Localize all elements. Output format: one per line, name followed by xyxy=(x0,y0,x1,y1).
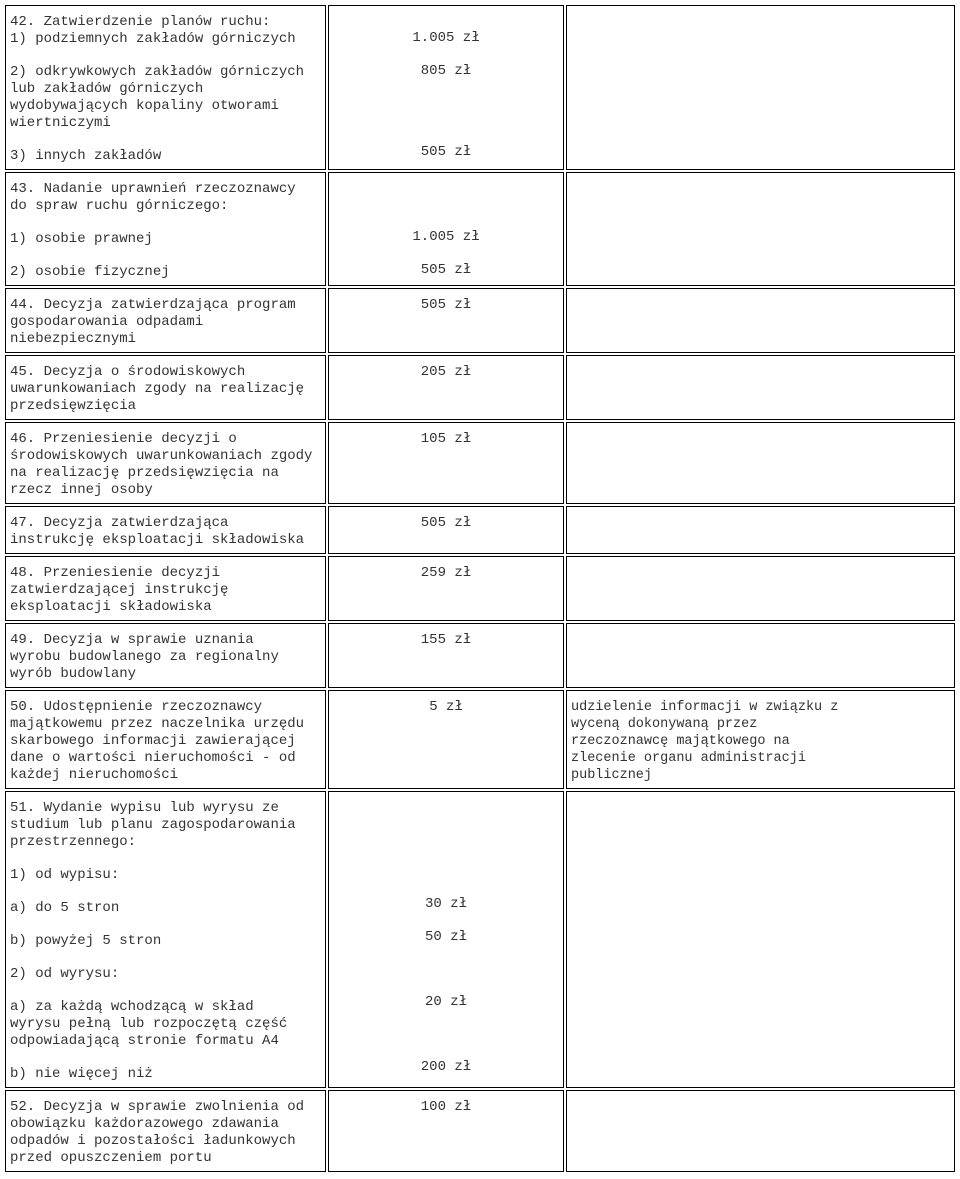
blank-line xyxy=(10,884,321,900)
blank-line xyxy=(333,80,559,96)
fee-note-line: publicznej xyxy=(571,768,653,783)
blank-line xyxy=(333,213,559,229)
fee-description-line: przed opuszczeniem portu xyxy=(10,1150,212,1166)
fee-description xyxy=(5,355,326,420)
blank-line xyxy=(333,880,559,896)
fee-amount xyxy=(328,172,564,286)
fee-amount xyxy=(328,623,564,688)
fee-description-line: instrukcję eksploatacji składowiska xyxy=(10,532,305,548)
fee-description-line: 1) osobie prawnej xyxy=(10,231,153,247)
fee-description-line: na realizację przedsięwzięcia na xyxy=(10,465,279,481)
fee-description xyxy=(5,5,326,170)
fee-description xyxy=(5,506,326,554)
blank-line xyxy=(333,978,559,994)
fee-description-line: każdej nieruchomości xyxy=(10,767,179,783)
fee-description-line: wiertniczymi xyxy=(10,115,111,131)
fee-description-line: lub zakładów górniczych xyxy=(10,81,204,97)
fee-note xyxy=(566,556,955,621)
fee-description-line: 51. Wydanie wypisu lub wyrysu ze xyxy=(10,800,279,816)
fee-amount-line: 505 zł xyxy=(420,144,472,160)
blank-line xyxy=(333,246,559,262)
fee-description-line: b) powyżej 5 stron xyxy=(10,933,162,949)
fee-description-line: 2) odkrywkowych zakładów górniczych xyxy=(10,64,305,80)
blank-line xyxy=(10,215,321,231)
blank-line xyxy=(333,800,559,816)
fee-note xyxy=(566,422,955,504)
blank-line xyxy=(333,864,559,880)
fee-description-line: uwarunkowaniach zgody na realizację xyxy=(10,381,305,397)
fee-description-line: do spraw ruchu górniczego: xyxy=(10,198,229,214)
fee-description-line: przestrzennego: xyxy=(10,834,137,850)
blank-line xyxy=(10,132,321,148)
fee-description xyxy=(5,1090,326,1172)
fee-description-line: wyrób budowlany xyxy=(10,666,137,682)
blank-line xyxy=(333,1027,559,1043)
fee-description xyxy=(5,690,326,789)
fee-amount-line: 100 zł xyxy=(420,1099,472,1115)
blank-line xyxy=(333,112,559,128)
fee-amount-line: 5 zł xyxy=(429,699,463,715)
fee-amount-line: 259 zł xyxy=(420,565,472,581)
fee-table-body xyxy=(5,5,955,1172)
blank-line xyxy=(10,851,321,867)
blank-line xyxy=(333,197,559,213)
fee-row xyxy=(5,1090,955,1172)
fee-description xyxy=(5,172,326,286)
fee-description xyxy=(5,288,326,353)
fee-description-line: 2) osobie fizycznej xyxy=(10,264,170,280)
fee-amount xyxy=(328,556,564,621)
fee-note-line: rzeczoznawcę majątkowego na xyxy=(571,734,790,749)
fee-description-line: odpadów i pozostałości ładunkowych xyxy=(10,1133,296,1149)
fee-description xyxy=(5,422,326,504)
fee-description-line: rzecz innej osoby xyxy=(10,482,153,498)
fee-amount-line: 200 zł xyxy=(420,1059,472,1075)
fee-description-line: wydobywających kopaliny otworami xyxy=(10,98,279,114)
fee-amount-line: 505 zł xyxy=(420,515,472,531)
fee-note xyxy=(566,5,955,170)
fee-description-line: gospodarowania odpadami xyxy=(10,314,204,330)
fee-description-line: środowiskowych uwarunkowaniach zgody xyxy=(10,448,313,464)
fee-row xyxy=(5,791,955,1088)
blank-line xyxy=(333,1011,559,1027)
fee-amount-line: 205 zł xyxy=(420,364,472,380)
fee-row xyxy=(5,422,955,504)
fee-note xyxy=(566,355,955,420)
fee-description-line: skarbowego informacji zawierającej xyxy=(10,733,296,749)
fee-row xyxy=(5,690,955,789)
fee-row xyxy=(5,623,955,688)
fee-description-line: odpowiadającą stronie formatu A4 xyxy=(10,1033,279,1049)
fee-description-line: 46. Przeniesienie decyzji o xyxy=(10,431,237,447)
fee-note xyxy=(566,506,955,554)
fee-amount-line: 505 zł xyxy=(420,262,472,278)
fee-amount-line: 105 zł xyxy=(420,431,472,447)
fee-amount-line: 1.005 zł xyxy=(412,30,480,46)
fee-description-line: wyrysu pełną lub rozpoczętą część xyxy=(10,1016,288,1032)
fee-description-line: 43. Nadanie uprawnień rzeczoznawcy xyxy=(10,181,296,197)
fee-description-line: 52. Decyzja w sprawie zwolnienia od xyxy=(10,1099,305,1115)
fee-amount xyxy=(328,355,564,420)
blank-line xyxy=(333,848,559,864)
blank-line xyxy=(10,1050,321,1066)
fee-note xyxy=(566,791,955,1088)
blank-line xyxy=(10,917,321,933)
fee-description-line: 1) podziemnych zakładów górniczych xyxy=(10,31,296,47)
fee-description-line: 44. Decyzja zatwierdzająca program xyxy=(10,297,296,313)
blank-line xyxy=(10,248,321,264)
fee-description-line: niebezpiecznymi xyxy=(10,331,137,347)
blank-line xyxy=(10,48,321,64)
fee-amount xyxy=(328,422,564,504)
fee-description-line: 2) od wyrysu: xyxy=(10,966,120,982)
blank-line xyxy=(333,181,559,197)
fee-amount-line: 20 zł xyxy=(424,994,467,1010)
fee-description-line: przedsięwzięcia xyxy=(10,398,137,414)
fee-amount-line: 50 zł xyxy=(424,929,467,945)
fee-description-line: studium lub planu zagospodarowania xyxy=(10,817,296,833)
blank-line xyxy=(333,913,559,929)
fee-description-line: a) do 5 stron xyxy=(10,900,120,916)
fee-amount xyxy=(328,506,564,554)
blank-line xyxy=(10,950,321,966)
fee-row xyxy=(5,355,955,420)
fee-note xyxy=(566,623,955,688)
fee-description-line: a) za każdą wchodzącą w skład xyxy=(10,999,254,1015)
fee-note xyxy=(566,1090,955,1172)
fee-description xyxy=(5,556,326,621)
fee-description-line: dane o wartości nieruchomości - od xyxy=(10,750,296,766)
fee-description-line: 50. Udostępnienie rzeczoznawcy xyxy=(10,699,263,715)
fee-description xyxy=(5,791,326,1088)
fee-amount-line: 505 zł xyxy=(420,297,472,313)
blank-line xyxy=(333,832,559,848)
fee-note xyxy=(566,172,955,286)
fee-note xyxy=(566,288,955,353)
blank-line xyxy=(333,96,559,112)
fee-row xyxy=(5,506,955,554)
blank-line xyxy=(333,1043,559,1059)
fee-description-line: wyrobu budowlanego za regionalny xyxy=(10,649,279,665)
fee-row xyxy=(5,5,955,170)
fee-amount-line: 155 zł xyxy=(420,632,472,648)
fee-row xyxy=(5,172,955,286)
fee-table xyxy=(3,3,957,1174)
fee-note-line: zlecenie organu administracji xyxy=(571,751,806,766)
fee-description xyxy=(5,623,326,688)
blank-line xyxy=(333,14,559,30)
blank-line xyxy=(333,47,559,63)
fee-description-line: obowiązku każdorazowego zdawania xyxy=(10,1116,279,1132)
blank-line xyxy=(333,962,559,978)
fee-amount xyxy=(328,5,564,170)
fee-row xyxy=(5,288,955,353)
fee-note xyxy=(566,690,955,789)
fee-description-line: 47. Decyzja zatwierdzająca xyxy=(10,515,229,531)
fee-description-line: zatwierdzającej instrukcję xyxy=(10,582,229,598)
fee-amount xyxy=(328,288,564,353)
fee-amount-line: 30 zł xyxy=(424,896,467,912)
fee-amount-line: 805 zł xyxy=(420,63,472,79)
fee-description-line: b) nie więcej niż xyxy=(10,1066,153,1082)
fee-amount-line: 1.005 zł xyxy=(412,229,480,245)
blank-line xyxy=(333,946,559,962)
blank-line xyxy=(333,128,559,144)
fee-note-line: wyceną dokonywaną przez xyxy=(571,717,758,732)
fee-note-line: udzielenie informacji w związku z xyxy=(571,700,839,715)
fee-amount xyxy=(328,690,564,789)
fee-description-line: eksploatacji składowiska xyxy=(10,599,212,615)
fee-description-line: 3) innych zakładów xyxy=(10,148,162,164)
fee-description-line: 45. Decyzja o środowiskowych xyxy=(10,364,246,380)
fee-description-line: 42. Zatwierdzenie planów ruchu: xyxy=(10,14,271,30)
fee-description-line: 48. Przeniesienie decyzji xyxy=(10,565,221,581)
fee-row xyxy=(5,556,955,621)
fee-description-line: majątkowemu przez naczelnika urzędu xyxy=(10,716,305,732)
fee-description-line: 1) od wypisu: xyxy=(10,867,120,883)
fee-amount xyxy=(328,1090,564,1172)
fee-amount xyxy=(328,791,564,1088)
blank-line xyxy=(10,983,321,999)
blank-line xyxy=(333,816,559,832)
fee-description-line: 49. Decyzja w sprawie uznania xyxy=(10,632,254,648)
